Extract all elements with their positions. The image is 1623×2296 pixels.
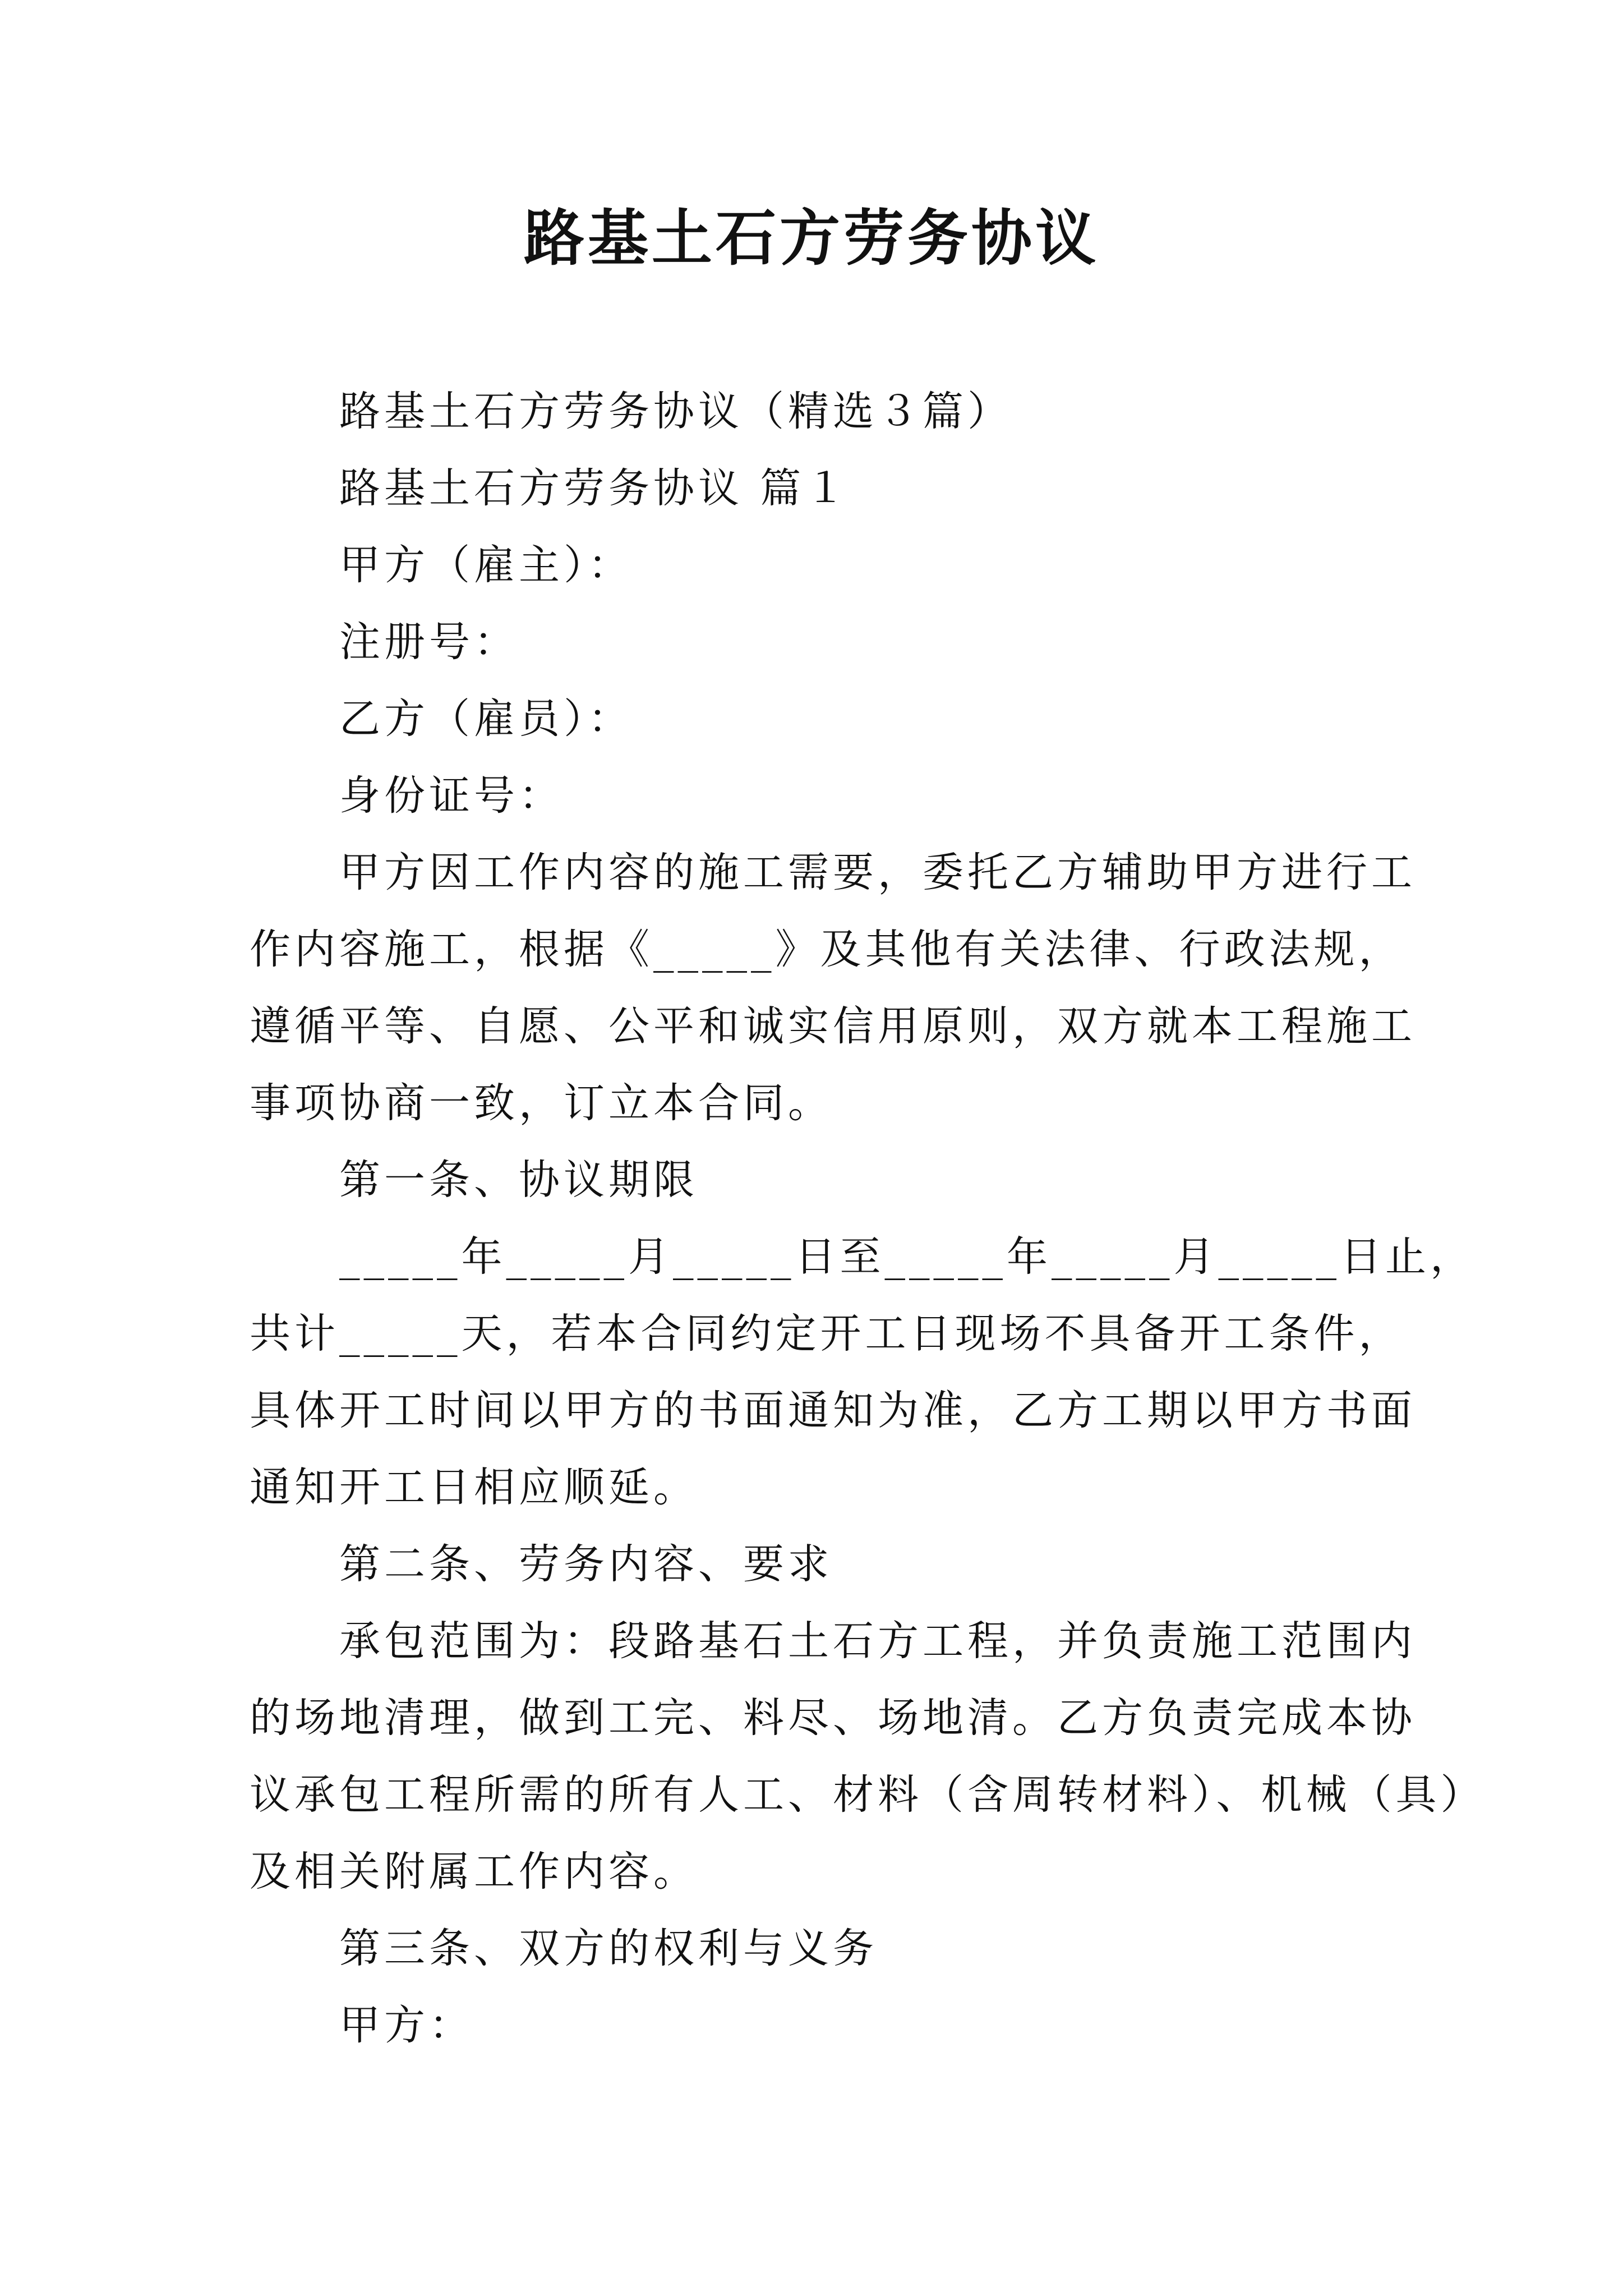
document-title: 路基土石方劳务协议	[523, 203, 1099, 274]
doc-line-registration-no: 注册号：	[339, 618, 519, 666]
document-body	[250, 373, 1486, 2064]
doc-line-article-1-body: _____年_____月_____日至_____年_____月_____日止，	[339, 1233, 1475, 1281]
doc-line-article-1-body: 具体开工时间以甲方的书面通知为准，乙方工期以甲方书面	[250, 1387, 1416, 1434]
doc-line-party-a-label: 甲方：	[339, 2001, 474, 2049]
doc-line-preamble: 事项协商一致，订立本合同。	[250, 1079, 833, 1127]
doc-line-article-3-heading: 第三条、双方的权利与义务	[339, 1925, 878, 1972]
doc-line-article-1-heading: 第一条、协议期限	[339, 1156, 698, 1204]
doc-line-party-a: 甲方（雇主）：	[339, 541, 633, 589]
doc-line-subtitle: 路基土石方劳务协议（精选３篇）	[339, 388, 1012, 435]
doc-line-party-b: 乙方（雇员）：	[339, 695, 633, 743]
doc-line-article-2-body: 的场地清理，做到工完、料尽、场地清。乙方负责完成本协	[250, 1694, 1416, 1742]
doc-line-article-2-body: 及相关附属工作内容。	[250, 1848, 698, 1895]
doc-line-section-heading: 路基土石方劳务协议 篇１	[339, 464, 850, 512]
doc-line-article-2-heading: 第二条、劳务内容、要求	[339, 1540, 833, 1588]
doc-line-article-1-body: 通知开工日相应顺延。	[250, 1464, 698, 1511]
doc-line-id-number: 身份证号：	[339, 772, 564, 820]
doc-line-article-2-body: 承包范围为：段路基石土石方工程，并负责施工范围内	[339, 1617, 1416, 1665]
doc-line-article-1-body: 共计_____天，若本合同约定开工日现场不具备开工条件，	[250, 1310, 1404, 1358]
doc-line-article-2-body: 议承包工程所需的所有人工、材料（含周转材料）、机械（具）	[250, 1771, 1486, 1819]
doc-line-preamble: 甲方因工作内容的施工需要，委托乙方辅助甲方进行工	[339, 849, 1416, 896]
doc-line-preamble: 遵循平等、自愿、公平和诚实信用原则，双方就本工程施工	[250, 1002, 1416, 1050]
doc-line-preamble: 作内容施工，根据《_____》及其他有关法律、行政法规，	[250, 926, 1404, 973]
